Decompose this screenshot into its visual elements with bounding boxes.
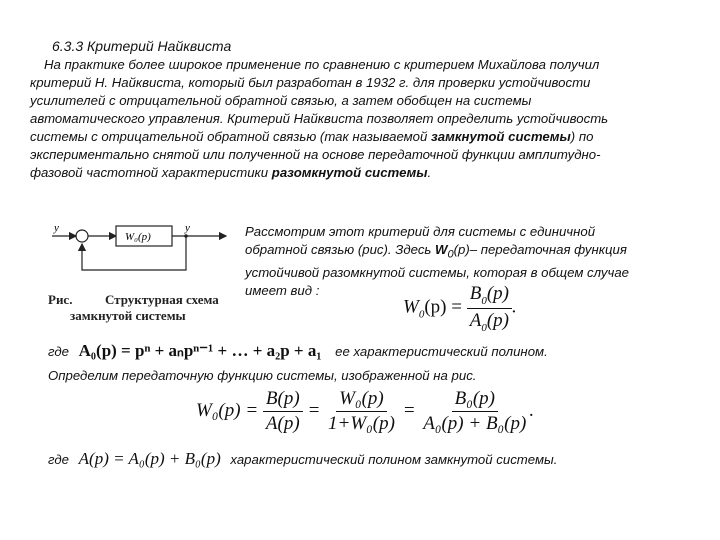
closed-loop-formula: W₀(p) = $\frac{B(p)}{A(p)}$ = $\frac{\text{W₀(p)}}{\text{1+W₀(p)}}$ = $\frac{\text{B₀(p)}}{\text{A₀(p) + B₀(p)}}$ .	[196, 388, 535, 434]
section-heading: 6.3.3 Критерий Найквиста	[52, 38, 232, 54]
closed-system-term: замкнутой системы	[431, 129, 571, 144]
characteristic-polynomial-closed: A(p) = A₀(p) + B₀(p)	[78, 449, 221, 468]
intro-line-4: автоматического управления. Критерий Найквиста позволяет определить устойчивость	[30, 111, 609, 126]
closed-fraction-2: $\frac{\text{W₀(p)}}{\text{1+W₀(p)}}$	[328, 388, 395, 434]
open-system-term: разомкнутой системы	[271, 165, 428, 180]
intro-line-5: системы с отрицательной обратной связью (так называемой замкнутой системы) по	[30, 129, 594, 144]
open-loop-formula: $W_0(p)$ = $\frac{B_0(p)}{A_0(p)}$ .	[403, 283, 517, 334]
intro-line-7: фазовой частотной характеристики разомкнутой системы.	[30, 165, 432, 180]
where-tail-2: характеристический полином замкнутой системы.	[230, 452, 558, 467]
define-text: Определим передаточную функцию системы, изображенной на рис.	[48, 368, 477, 383]
intro-line-2: критерий Н. Найквиста, который был разработан в 1932 г. для проверки устойчивости	[30, 75, 591, 90]
intro-paragraph	[30, 56, 680, 182]
figure-caption-line-1: Рис. Структурная схема	[48, 292, 219, 307]
right-line-1: Рассмотрим этот критерий для системы с единичной	[245, 224, 596, 239]
right-line-4: имеет вид :	[245, 282, 320, 298]
where-tail-1: ее характеристический полином.	[335, 344, 548, 359]
closed-fraction-3: $\frac{\text{B₀(p)}}{\text{A₀(p) + B₀(p)}}$	[423, 388, 527, 434]
block-label: W₀(p)	[125, 231, 151, 243]
figure-caption-line-2: замкнутой системы	[70, 308, 186, 323]
open-loop-fraction: $\frac{B_0(p)}{A_0(p)}$	[467, 283, 512, 334]
intro-line-3: усилителей с отрицательной обратной связью, а затем обобщен на системы	[30, 93, 532, 108]
output-label: y	[185, 222, 190, 234]
intro-line-1: На практике более широкое применение по сравнению с критерием Михайлова получил	[44, 57, 600, 72]
right-line-2: обратной связью (рис). Здесь $W_0(p)-$ передаточная функция	[245, 242, 627, 261]
closed-fraction-1: $\frac{B(p)}{A(p)}$	[263, 388, 303, 435]
characteristic-polynomial-open: A₀(p) = pⁿ + aₙpⁿ⁻¹ + … + a₂p + a₁	[78, 341, 322, 360]
where-label-1: где	[48, 344, 69, 359]
summing-junction	[76, 230, 88, 242]
where-line-2	[48, 450, 557, 469]
where-label-2: где	[48, 452, 69, 467]
block-diagram	[48, 218, 238, 290]
right-line-3: устойчивой разомкнутой системы, которая в общем случае	[245, 264, 630, 280]
where-line-1	[48, 342, 548, 361]
intro-line-6: экспериментально снятой или полученной на основе передаточной функции амплитудно-	[30, 147, 601, 162]
input-label: y	[54, 222, 59, 234]
